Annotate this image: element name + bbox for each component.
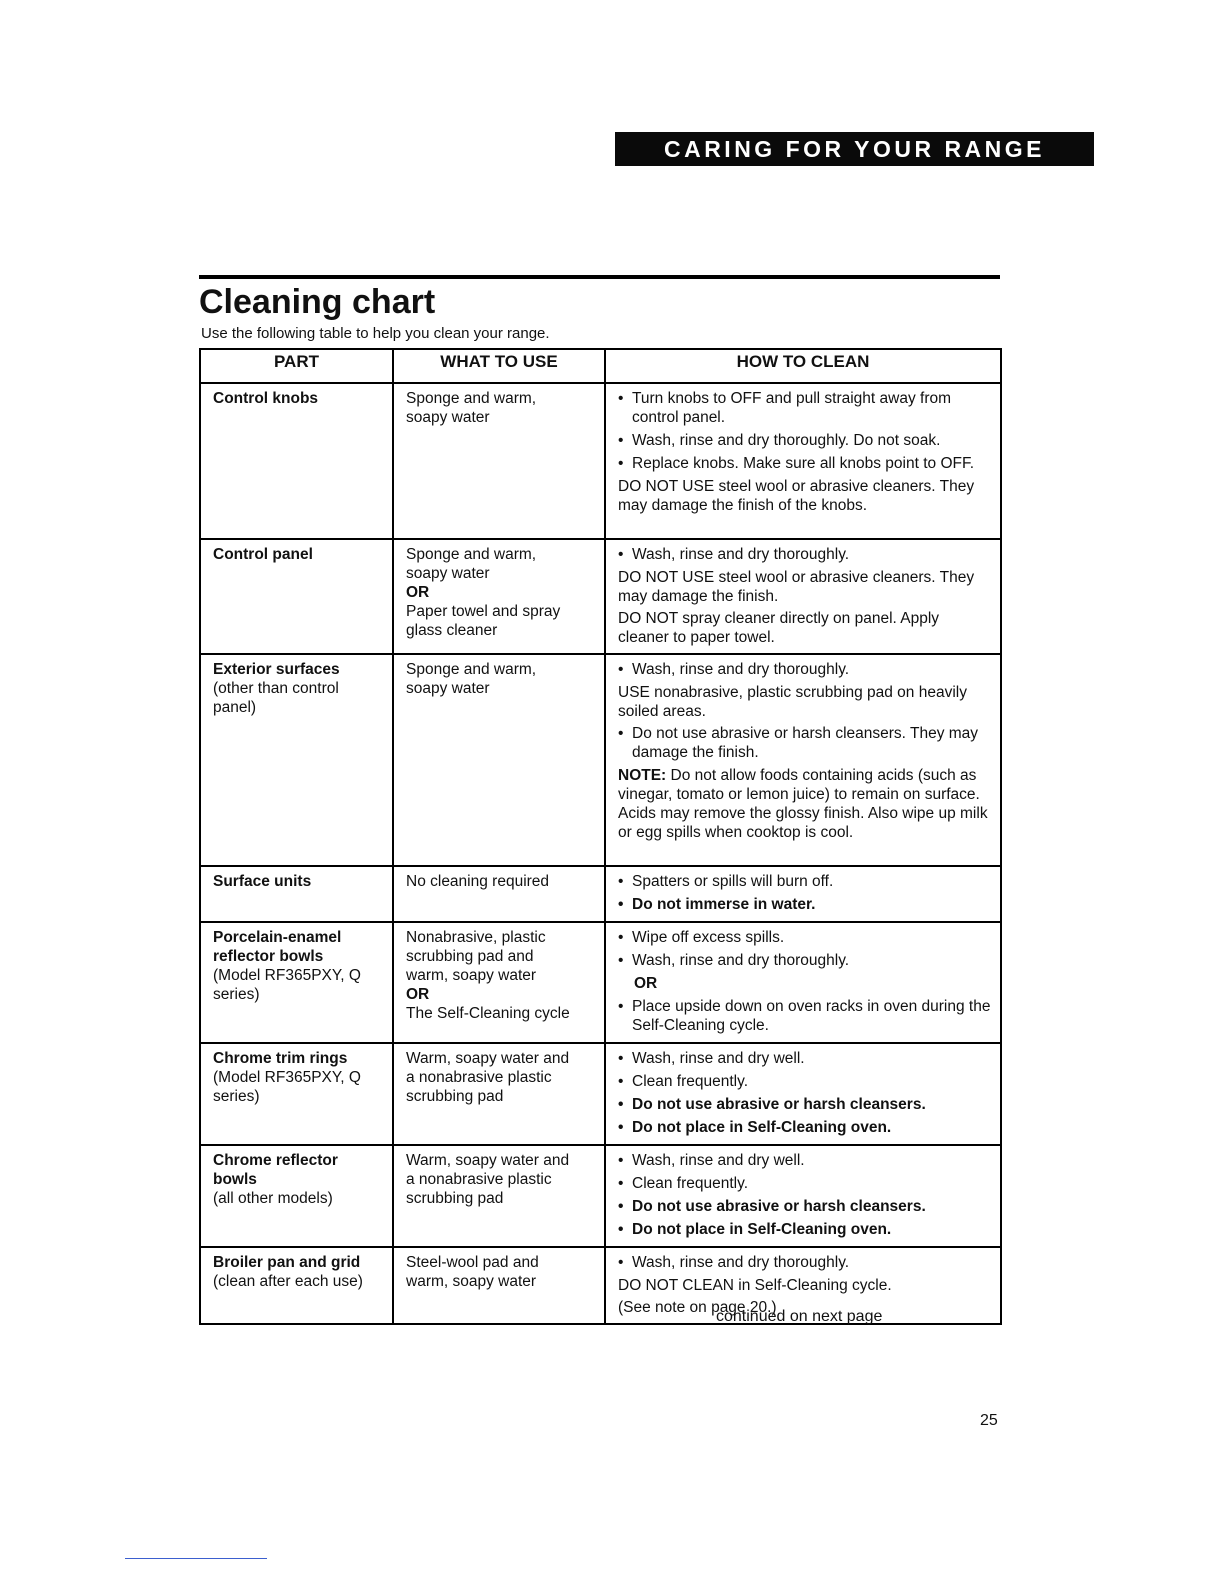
instruction-bullet: • Clean frequently.	[618, 1174, 992, 1193]
part-note: (Model RF365PXY, Q series)	[213, 1069, 361, 1105]
instruction-text: DO NOT USE steel wool or abrasive cleaners. They may damage the finish of the knobs.	[618, 478, 975, 514]
or-separator: OR	[406, 986, 430, 1003]
use-line: a nonabrasive plastic	[406, 1069, 552, 1086]
instruction-bullet: • Wash, rinse and dry thoroughly.	[618, 951, 992, 970]
use-line: soapy water	[406, 680, 490, 697]
use-line: scrubbing pad	[406, 1088, 504, 1105]
use-line: No cleaning required	[406, 873, 550, 890]
use-line: soapy water	[406, 565, 490, 582]
instruction-bullet: • Do not place in Self-Cleaning oven.	[618, 1118, 992, 1137]
use-line: scrubbing pad and	[406, 948, 534, 965]
cell-what-to-use	[393, 1247, 605, 1324]
cell-how-to-clean	[605, 1043, 1001, 1145]
section-banner: CARING FOR YOUR RANGE	[615, 132, 1094, 166]
table-body	[200, 383, 1001, 1324]
cell-what-to-use	[393, 539, 605, 654]
part-name: Chrome trim rings	[213, 1050, 348, 1067]
instruction-text: DO NOT CLEAN in Self-Cleaning cycle.	[618, 1277, 892, 1294]
cell-part	[200, 866, 393, 922]
or-separator: OR	[406, 584, 430, 601]
part-name: Control panel	[213, 546, 313, 563]
use-line: warm, soapy water	[406, 967, 537, 984]
note-text	[618, 766, 992, 842]
cell-part	[200, 922, 393, 1043]
instruction-bullet: • Wash, rinse and dry thoroughly.	[618, 545, 992, 564]
cell-part	[200, 383, 393, 539]
header-how-to-clean: HOW TO CLEAN	[605, 349, 1001, 383]
use-line: warm, soapy water	[406, 1273, 537, 1290]
use-line: Sponge and warm,	[406, 661, 537, 678]
title-rule	[199, 275, 1000, 279]
page-title: Cleaning chart	[199, 283, 436, 321]
part-name: Control knobs	[213, 390, 319, 407]
instruction-text: DO NOT USE steel wool or abrasive cleaners. They may damage the finish.	[618, 569, 975, 605]
use-line: Warm, soapy water and	[406, 1152, 570, 1169]
table-row	[200, 654, 1001, 866]
cell-what-to-use	[393, 922, 605, 1043]
instruction-bullet: • Place upside down on oven racks in oven during the Self-Cleaning cycle.	[618, 997, 992, 1035]
header-part: PART	[200, 349, 393, 383]
cell-how-to-clean	[605, 383, 1001, 539]
cell-how-to-clean	[605, 1145, 1001, 1247]
instruction-bullet: • Clean frequently.	[618, 1072, 992, 1091]
cell-how-to-clean	[605, 922, 1001, 1043]
table-row	[200, 383, 1001, 539]
cell-what-to-use	[393, 866, 605, 922]
instruction-bullet: • Replace knobs. Make sure all knobs point to OFF.	[618, 454, 992, 473]
cell-what-to-use	[393, 654, 605, 866]
instruction-bullet: • Wash, rinse and dry thoroughly.	[618, 660, 992, 679]
part-note: (Model RF365PXY, Q series)	[213, 967, 361, 1003]
instruction-bullet: • Wash, rinse and dry well.	[618, 1049, 992, 1068]
part-note: (clean after each use)	[213, 1273, 363, 1290]
use-line: Paper towel and spray	[406, 603, 561, 620]
part-name: Broiler pan and grid	[213, 1254, 361, 1271]
instruction-text: USE nonabrasive, plastic scrubbing pad on heavily soiled areas.	[618, 684, 967, 720]
header-what-to-use: WHAT TO USE	[393, 349, 605, 383]
cell-what-to-use	[393, 1145, 605, 1247]
instruction-bullet: • Wipe off excess spills.	[618, 928, 992, 947]
cell-part	[200, 1247, 393, 1324]
table-header-row	[200, 349, 1001, 383]
note-label: NOTE:	[618, 767, 667, 784]
cleaning-chart-table	[199, 348, 1002, 1325]
table-row	[200, 866, 1001, 922]
cell-how-to-clean	[605, 539, 1001, 654]
footer-rule	[125, 1558, 267, 1559]
use-line: Nonabrasive, plastic	[406, 929, 546, 946]
use-line: Sponge and warm,	[406, 546, 537, 563]
instruction-bullet: • Do not use abrasive or harsh cleansers. They may damage the finish.	[618, 724, 992, 762]
table-row	[200, 1043, 1001, 1145]
table-row	[200, 539, 1001, 654]
part-name: Porcelain-enamel reflector bowls	[213, 929, 342, 965]
instruction-text: (See note on page 20.)	[618, 1299, 777, 1316]
part-name: Exterior surfaces	[213, 661, 340, 678]
or-separator: OR	[634, 975, 658, 992]
intro-text: Use the following table to help you clean your range.	[201, 325, 550, 342]
cell-part	[200, 1145, 393, 1247]
cell-what-to-use	[393, 383, 605, 539]
use-line: glass cleaner	[406, 622, 498, 639]
continued-note: continued on next page	[716, 1308, 883, 1325]
instruction-bullet: • Do not immerse in water.	[618, 895, 992, 914]
instruction-bullet: • Turn knobs to OFF and pull straight away from control panel.	[618, 389, 992, 427]
use-line: a nonabrasive plastic	[406, 1171, 552, 1188]
cell-part	[200, 654, 393, 866]
instruction-bullet: • Do not use abrasive or harsh cleansers.	[618, 1197, 992, 1216]
part-name: Chrome reflector bowls	[213, 1152, 338, 1188]
table-row	[200, 922, 1001, 1043]
instruction-bullet: • Wash, rinse and dry thoroughly.	[618, 1253, 992, 1272]
part-name: Surface units	[213, 873, 312, 890]
cell-what-to-use	[393, 1043, 605, 1145]
use-line: Steel-wool pad and	[406, 1254, 539, 1271]
cell-how-to-clean	[605, 654, 1001, 866]
instruction-bullet: • Wash, rinse and dry thoroughly. Do not soak.	[618, 431, 992, 450]
part-note: (other than control panel)	[213, 680, 339, 716]
instruction-text: DO NOT spray cleaner directly on panel. Apply cleaner to paper towel.	[618, 610, 940, 646]
table-row	[200, 1145, 1001, 1247]
page-number: 25	[980, 1412, 998, 1429]
part-note: (all other models)	[213, 1190, 333, 1207]
instruction-bullet: • Do not place in Self-Cleaning oven.	[618, 1220, 992, 1239]
use-line: Warm, soapy water and	[406, 1050, 570, 1067]
use-line: scrubbing pad	[406, 1190, 504, 1207]
note-body: Do not allow foods containing acids (such as vinegar, tomato or lemon juice) to remain on surface. Acids may remove the glossy finish. Also wipe up milk or egg spills when cooktop is cool.	[618, 767, 988, 841]
instruction-bullet: • Wash, rinse and dry well.	[618, 1151, 992, 1170]
cell-part	[200, 539, 393, 654]
cell-part	[200, 1043, 393, 1145]
instruction-bullet: • Spatters or spills will burn off.	[618, 872, 992, 891]
instruction-bullet: • Do not use abrasive or harsh cleansers.	[618, 1095, 992, 1114]
use-line: soapy water	[406, 409, 490, 426]
use-line: The Self-Cleaning cycle	[406, 1005, 570, 1022]
use-line: Sponge and warm,	[406, 390, 537, 407]
cell-how-to-clean	[605, 866, 1001, 922]
